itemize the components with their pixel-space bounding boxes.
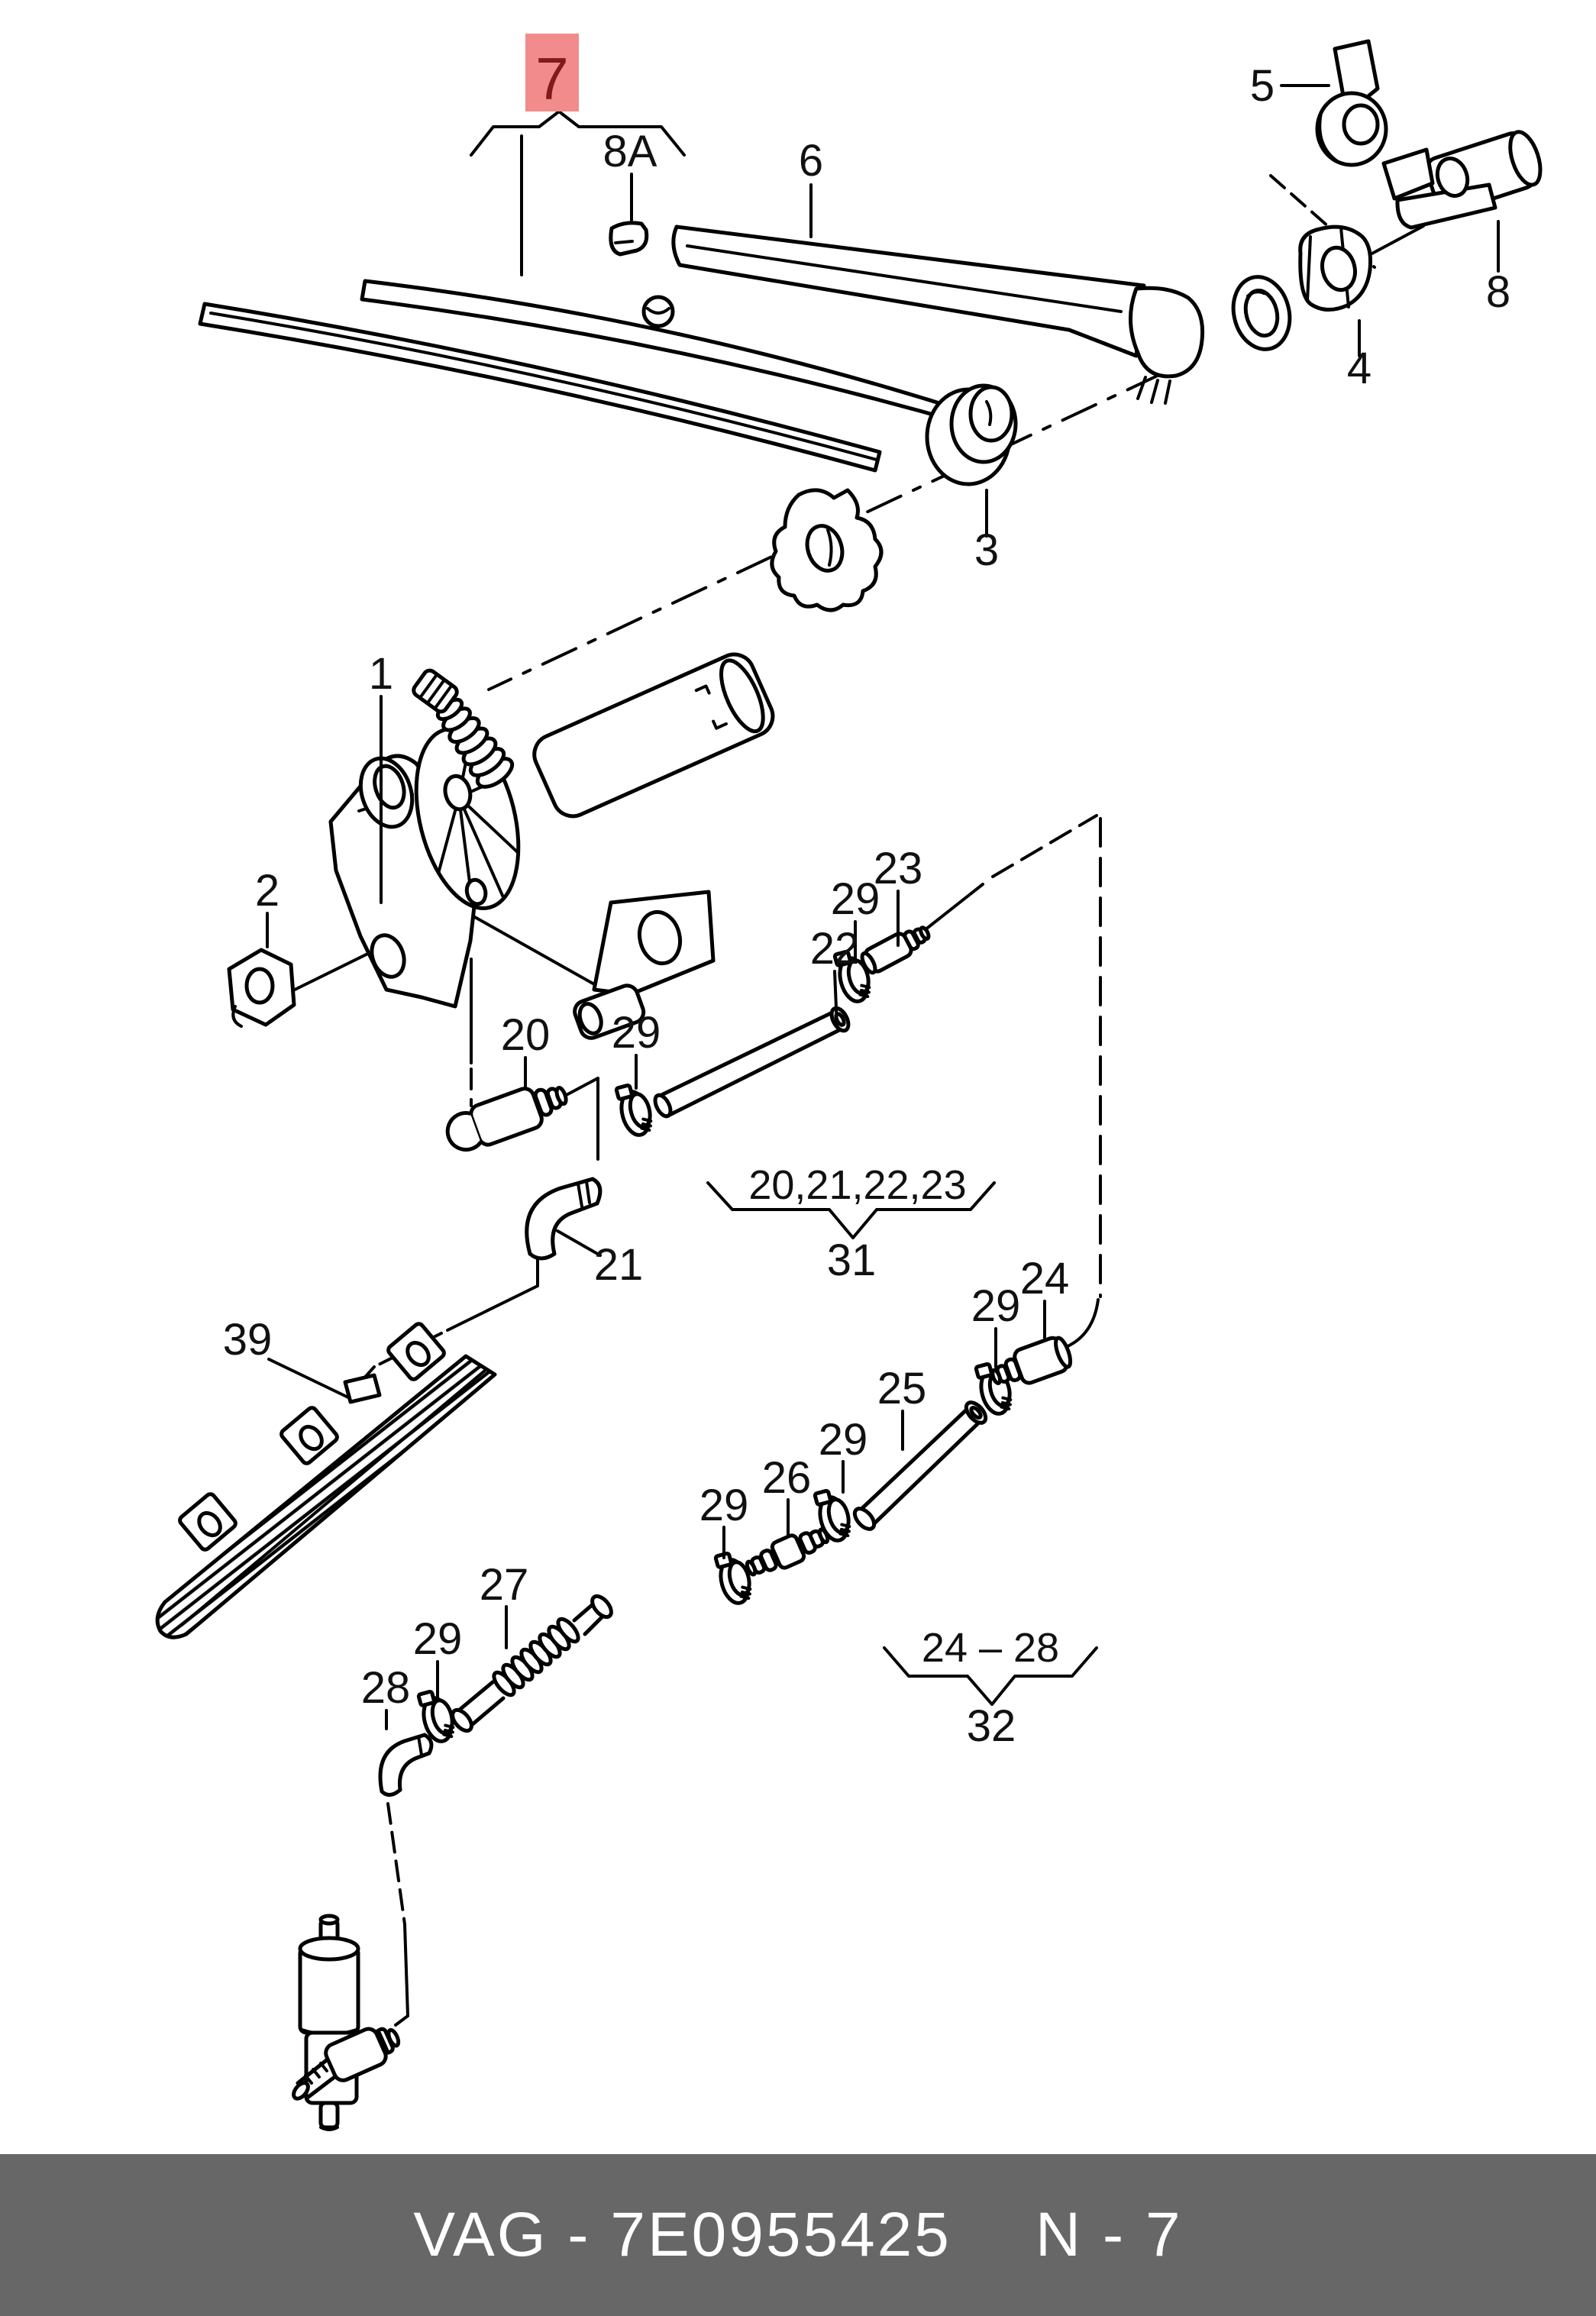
wiper-arm: [674, 227, 1203, 403]
arm-pivot-boss: [1130, 288, 1202, 376]
callout-5[interactable]: 5: [1249, 61, 1275, 111]
callout-6[interactable]: 6: [798, 136, 824, 186]
blade-end-cap: [611, 223, 647, 254]
spray-nozzle: [1384, 128, 1546, 228]
footer-part-number: VAG - 7E0955425: [413, 2200, 951, 2269]
callout-32[interactable]: 32: [966, 1701, 1016, 1751]
washer-hose-22: [652, 1006, 852, 1119]
callout-group-31[interactable]: 20,21,22,23: [748, 1162, 967, 1208]
callout-7[interactable]: 7: [535, 45, 569, 112]
pivot-hex-nut: [1300, 227, 1371, 309]
callout-29[interactable]: 29: [699, 1481, 749, 1530]
callout-21[interactable]: 21: [593, 1240, 644, 1290]
callout-3[interactable]: 3: [974, 525, 1000, 575]
callout-4[interactable]: 4: [1346, 344, 1372, 393]
hose-elbow-28: [380, 1735, 431, 1795]
callout-24[interactable]: 24: [1019, 1254, 1070, 1303]
footer-page-ref: N - 7: [1035, 2200, 1183, 2269]
callout-25[interactable]: 25: [877, 1364, 927, 1413]
callout-29[interactable]: 29: [611, 1008, 661, 1058]
callout-29[interactable]: 29: [830, 874, 880, 924]
brake-light-bar: [157, 1322, 495, 1637]
callout-31[interactable]: 31: [826, 1236, 877, 1285]
pivot-ribs: [1138, 377, 1170, 403]
brake-light-clip: [386, 1322, 446, 1381]
routing-curve-to-24: [1066, 1300, 1098, 1347]
hose-connector-23: [859, 921, 933, 976]
brake-light-clip: [279, 1406, 339, 1465]
callout-8[interactable]: 8: [1485, 267, 1511, 317]
callout-group-32[interactable]: 24 – 28: [921, 1625, 1060, 1671]
axis-hose-to-box-dash: [993, 816, 1097, 877]
brake-light-stud: [345, 1375, 380, 1402]
wiper-motor: [331, 648, 779, 1042]
link-28-pump-solid: [396, 1924, 408, 2025]
link-21-solid: [447, 1258, 538, 1330]
callout-29[interactable]: 29: [412, 1614, 463, 1664]
corrugated-hose-27: [449, 1593, 615, 1734]
callout-29[interactable]: 29: [818, 1415, 868, 1465]
leader-39: [269, 1359, 348, 1397]
footer-bar: [0, 2154, 1596, 2316]
callout-20[interactable]: 20: [500, 1010, 551, 1060]
callout-28[interactable]: 28: [360, 1663, 411, 1713]
callout-29[interactable]: 29: [971, 1281, 1021, 1331]
callout-1[interactable]: 1: [368, 649, 394, 699]
hose-connector-20: [441, 1076, 572, 1157]
hose-elbow-21: [527, 1179, 600, 1258]
callout-26[interactable]: 26: [761, 1453, 812, 1503]
hose-clamp: [715, 1549, 754, 1606]
callout-2[interactable]: 2: [254, 866, 280, 916]
callout-8a[interactable]: 8A: [603, 127, 657, 176]
pivot-grommet: [927, 386, 1016, 484]
callout-27[interactable]: 27: [479, 1560, 529, 1610]
pivot-washer: [1226, 271, 1297, 356]
callout-39[interactable]: 39: [222, 1315, 273, 1365]
brake-light-clip: [178, 1492, 237, 1551]
link-28-pump-dash: [388, 1804, 405, 1924]
hose-clamp: [615, 1081, 655, 1138]
washer-pump: [291, 1916, 405, 2130]
callout-23[interactable]: 23: [873, 844, 923, 893]
wiper-blade: [200, 281, 968, 470]
washer-hose-25: [851, 1399, 990, 1533]
motor-hex-nut: [229, 950, 294, 1026]
protective-cap: [772, 490, 881, 610]
callout-22[interactable]: 22: [809, 924, 860, 974]
wing-nut: [1317, 41, 1386, 165]
